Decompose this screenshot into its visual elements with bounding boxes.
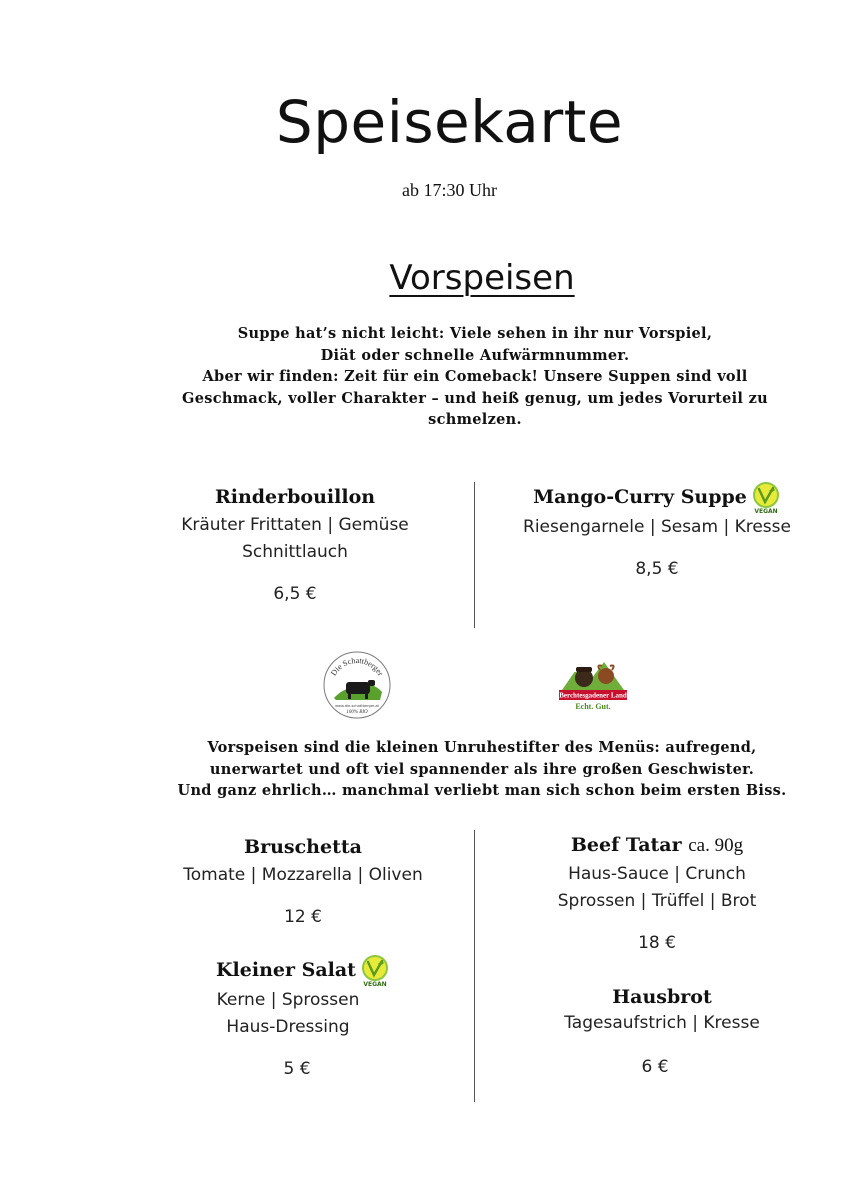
berchtesgadener-land-logo [556, 652, 630, 716]
intro-line: schmelzen. [428, 411, 522, 428]
intro-line: Diät oder schnelle Aufwärmnummer. [320, 346, 630, 364]
intro-line: Vorspeisen sind die kleinen Unruhestifter des Menüs: aufregend, [207, 739, 757, 756]
dish-price: 6,5 € [273, 584, 317, 604]
dish-description: Kerne | Sprossen [216, 990, 360, 1010]
dish-name: Beef Tatar [570, 834, 682, 856]
logo-url: www.die-schattberger.at [335, 704, 379, 708]
dish-name-row [482, 482, 832, 514]
dish-kleiner-salat [128, 955, 478, 1079]
dish-name: Kleiner Salat [216, 959, 356, 981]
intro-line: Geschmack, voller Charakter – und heiß genug, um jedes Vorurteil zu [182, 389, 768, 407]
section-title [0, 258, 849, 298]
vegan-label: VEGAN [754, 508, 778, 514]
dish-description: Tagesaufstrich | Kresse [564, 1013, 760, 1033]
dish-description: Tomate | Mozzarella | Oliven [183, 865, 423, 885]
vegan-label: VEGAN [363, 981, 387, 987]
dish-rinderbouillon [120, 486, 470, 604]
page-title: Speisekarte [275, 88, 624, 156]
dish-description: Haus-Dressing [226, 1017, 350, 1037]
dish-description: Sprossen | Trüffel | Brot [557, 891, 757, 911]
dish-price: 6 € [641, 1057, 669, 1077]
vegan-badge-icon [751, 482, 781, 514]
dish-description: Schnittlauch [242, 542, 348, 562]
soup-intro [115, 323, 835, 431]
dish-name: Rinderbouillon [214, 486, 376, 508]
dish-name-row [482, 834, 832, 857]
intro-line: Suppe hat’s nicht leicht: Viele sehen in ihr nur Vorspiel, [237, 325, 713, 342]
dish-beef-tatar [482, 834, 832, 953]
dish-description: Haus-Sauce | Crunch [568, 864, 746, 884]
service-time: ab 17:30 Uhr [402, 180, 497, 200]
dish-name: Hausbrot [612, 986, 712, 1008]
section-title-text: Vorspeisen [389, 258, 575, 298]
dish-price: 8,5 € [635, 559, 679, 579]
intro-line: Und ganz ehrlich… manchmal verliebt man sich schon beim ersten Biss. [177, 782, 787, 799]
logo-banner-text: Berchtesgadener Land [559, 691, 627, 700]
dish-name: Mango-Curry Suppe [533, 486, 747, 508]
dish-price: 18 € [638, 933, 676, 953]
dish-description: Kräuter Frittaten | Gemüse [181, 515, 409, 535]
dish-description: Riesengarnele | Sesam | Kresse [523, 517, 791, 537]
logo-arc-text: Die Schattberger [328, 655, 386, 678]
schattberger-logo [322, 650, 392, 720]
dish-price: 5 € [283, 1059, 311, 1079]
dish-hausbrot [487, 986, 837, 1077]
dish-mango-curry-suppe [482, 482, 832, 579]
logo-bio: 100% BIO [346, 710, 368, 715]
starters-intro [112, 737, 849, 802]
vegan-badge-icon [360, 955, 390, 987]
dish-name: Bruschetta [244, 836, 362, 858]
dish-name-row [128, 955, 478, 987]
logo-tagline: Echt. Gut. [575, 702, 611, 711]
dish-price: 12 € [284, 907, 322, 927]
dish-bruschetta [128, 836, 478, 927]
intro-line: Aber wir finden: Zeit für ein Comeback! Unsere Suppen sind voll [202, 368, 748, 385]
dish-portion-note: ca. 90g [688, 835, 744, 856]
column-divider [474, 482, 475, 628]
intro-line: unerwartet und oft viel spannender als ihre großen Geschwister. [209, 760, 755, 778]
